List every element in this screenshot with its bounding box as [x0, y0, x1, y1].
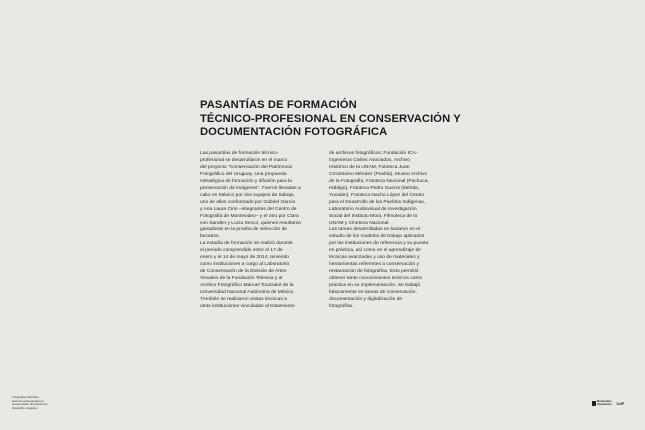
title-line: PASANTÍAS DE FORMACIÓN [200, 99, 357, 111]
text-line: fotografías. [329, 303, 354, 309]
cdf-logo: CdF [616, 400, 625, 406]
text-line: Social del Instituto Mora, Filmoteca de la [329, 213, 418, 219]
text-line: Ingenieros Civiles Asociados, Archivo [329, 157, 411, 163]
text-line: Fotografía de Montevideo– y el otro por Clara [200, 213, 299, 219]
text-line: Visuales de la Fundación Televisa y al [200, 276, 283, 282]
text-line: Histórico de la UNAM, Fototeca Juan [329, 164, 410, 170]
title-line: TÉCNICO-PROFESIONAL EN CONSERVACIÓN Y [200, 112, 461, 125]
text-line: von Sanden y Lucía Secco, quienes resultaron [200, 220, 302, 226]
title-line: DOCUMENTACIÓN FOTOGRÁFICA [200, 126, 388, 138]
page-title [200, 99, 461, 140]
text-line: Crisóstomo Méndez (Puebla), Museo Archivo [329, 171, 428, 177]
text-line: Las pasantías de formación técnico- [200, 151, 279, 156]
text-line: el período comprendido entre el 17 de [200, 248, 283, 254]
text-line: Universidad Nacional Autónoma de México. [200, 290, 295, 296]
text-line: de la Fotografía, Fototeca Nacional (Pachuca, [329, 178, 429, 184]
text-line: Archivo Fotográfico Manuel Toussaint de la [200, 283, 294, 289]
footer-line: Conservación del patrimonio [12, 402, 48, 407]
text-line: como instituciones a cargo al Laboratorio [200, 262, 290, 268]
text-line: ganadoras en la prueba de selección de [200, 227, 288, 233]
text-line: restauración de fotografías. Esto permitió [329, 269, 419, 275]
text-line: cabo en México por dos equipos de trabajo, [200, 192, 295, 198]
text-line: documentación y digitalización de [329, 297, 403, 303]
footer-line: fotográfico uruguayo [12, 405, 38, 410]
text-line: de Conservación de la División de Artes [200, 269, 287, 275]
text-line: de archivos fotográficos: Fundación ICA- [329, 151, 418, 156]
text-line: herramientas referentes a conservación y [329, 262, 419, 268]
text-line: Laboratorio Audiovisual de Investigación [329, 206, 417, 212]
text-line: La estadía de formación se realizó durante [200, 241, 293, 247]
text-line: Yucatán), Fototeca Nacho López del Centro [329, 192, 425, 198]
text-line: práctica en su implementación. Se trabajó [329, 283, 421, 289]
text-line: Las tareas desarrolladas se basaron en el [329, 227, 421, 233]
text-line: Fotográfico del Uruguay. Una propuesta [200, 171, 287, 177]
text-line: básicamente en tareas de conservación, [329, 290, 417, 296]
montevideo-logo-icon [592, 401, 596, 406]
text-line: preservación de imágenes". Fueron llevadas a [200, 185, 301, 191]
footer-line: Fotografías históricas, [12, 395, 40, 399]
text-line: TAmbién se realizaron visitas técnicas a [200, 297, 287, 303]
footer-line: acervos contemporáneos. [12, 398, 45, 403]
body-column-left [200, 151, 318, 311]
footer-logos [592, 399, 624, 407]
text-line: estudio de los modelos de trabajo aplicados [329, 234, 425, 240]
text-line: Hidalgo), Fototeca Pedro Guerra (Mérida, [329, 185, 420, 191]
text-line: técnicas avanzadas y uso de materiales y [329, 255, 420, 261]
text-line: estratégica de formación y difusión para la [200, 178, 292, 184]
text-line: profesional se desarrollaron en el marco [200, 157, 288, 163]
text-line: y Ana Laura Cirio –integrantes del Centro de [200, 206, 297, 212]
footer-caption [12, 396, 72, 410]
text-line: del proyecto "Conservación del Patrimonio [200, 164, 293, 170]
text-line: para el Desarrollo de los Pueblos Indígenas, [329, 199, 426, 205]
text-line: en práctica, así como en el aprendizaje de [329, 248, 421, 254]
body-column-right [329, 151, 447, 311]
text-line: UNAM y Cineteca Nacional. [329, 220, 390, 226]
text-line: uno de ellos conformado por Gabriel García [200, 199, 296, 205]
montevideo-logo: Montevideo Intendencia [592, 400, 611, 406]
text-line: obtener tanto conocimientos teóricos como [329, 276, 423, 282]
text-line: por las instituciones de referencia y su puesta [329, 241, 429, 247]
text-line: enero y el 14 de mayo de 2014, teniendo [200, 255, 289, 261]
text-line: becarios. [200, 234, 220, 240]
text-line: otras instituciones vinculadas al tratamiento [200, 303, 295, 309]
